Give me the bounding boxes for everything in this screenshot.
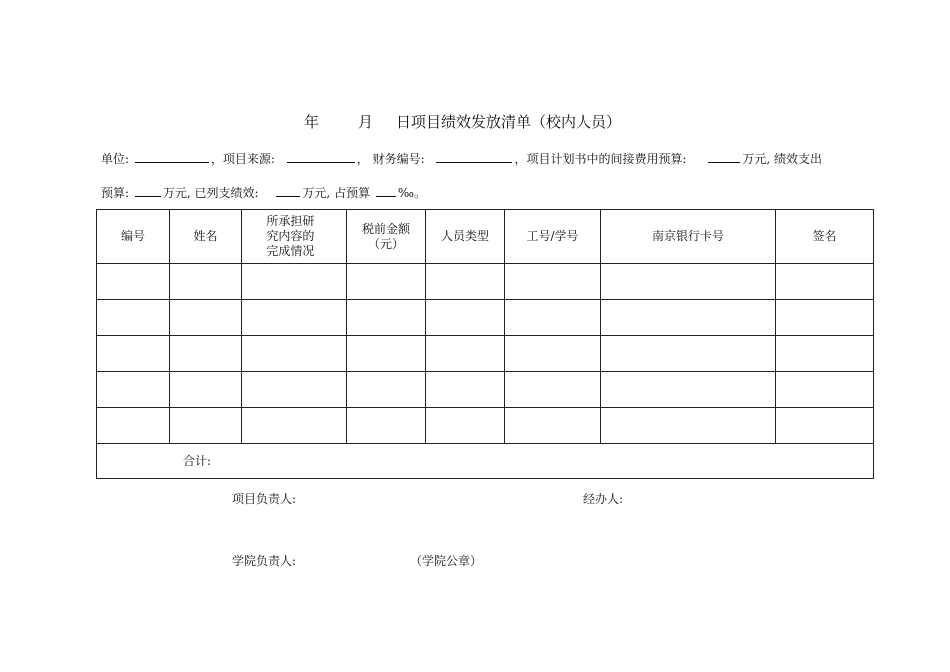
header-research-completion (242, 210, 347, 264)
college-leader-label: 学院负责人: (232, 554, 297, 568)
table-cell[interactable] (242, 336, 347, 372)
project-source-label: ，项目来源: (210, 152, 275, 166)
unit-blank (135, 152, 209, 163)
table-row (97, 372, 874, 408)
table-cell[interactable] (776, 336, 874, 372)
table-cell[interactable] (170, 372, 242, 408)
table-cell[interactable] (347, 408, 426, 444)
table-cell[interactable] (170, 408, 242, 444)
permille-unit: ‰。 (397, 186, 427, 200)
ratio-label: 占预算 (334, 186, 371, 200)
table-cell[interactable] (97, 300, 170, 336)
table-row (97, 408, 874, 444)
performance-expense-label: 绩效支出 (773, 152, 822, 166)
table-cell[interactable] (505, 336, 601, 372)
info-line-1 (101, 150, 822, 167)
header-bank-card: 南京银行卡号 (601, 210, 776, 264)
table-cell[interactable] (347, 264, 426, 300)
header-number: 编号 (97, 210, 170, 264)
table-cell[interactable] (601, 264, 776, 300)
project-source-blank (287, 152, 355, 163)
header-signature: 签名 (776, 210, 874, 264)
table-cell[interactable] (97, 408, 170, 444)
table-cell[interactable] (347, 336, 426, 372)
title-main: 日项目绩效发放清单（校内人员） (396, 113, 622, 131)
table-cell[interactable] (505, 300, 601, 336)
table-cell[interactable] (426, 264, 505, 300)
wanyuan-unit-2: 万元, (162, 186, 191, 200)
table-cell[interactable] (97, 264, 170, 300)
paid-performance-label: 已列支绩效: (194, 186, 259, 200)
table-cell[interactable] (601, 336, 776, 372)
table-cell[interactable] (601, 300, 776, 336)
budget-blank (135, 186, 161, 197)
table-cell[interactable] (170, 264, 242, 300)
table-cell[interactable] (242, 408, 347, 444)
table-cell[interactable] (242, 372, 347, 408)
header-pretax-amount-text: 税前金额（元） (361, 221, 410, 251)
ratio-blank (376, 186, 396, 197)
header-personnel-type: 人员类型 (426, 210, 505, 264)
table-cell[interactable] (426, 336, 505, 372)
table-row (97, 264, 874, 300)
paid-performance-blank (276, 186, 300, 197)
header-staff-student-id: 工号/学号 (505, 210, 601, 264)
table-cell[interactable] (170, 300, 242, 336)
info-line-2 (101, 184, 426, 201)
college-seal-label: （学院公章） (410, 554, 483, 568)
handler-label: 经办人: (583, 492, 624, 506)
wanyuan-unit-1: 万元, (742, 152, 771, 166)
table-header-row (97, 210, 874, 264)
table-cell[interactable] (97, 336, 170, 372)
table-cell[interactable] (347, 372, 426, 408)
table-cell[interactable] (242, 264, 347, 300)
table-cell[interactable] (242, 300, 347, 336)
table-cell[interactable] (505, 372, 601, 408)
table-cell[interactable] (776, 300, 874, 336)
header-pretax-amount (347, 210, 426, 264)
finance-number-label: ， 财务编号: (356, 152, 425, 166)
indirect-cost-label: ，项目计划书中的间接费用预算: (514, 152, 687, 166)
table-cell[interactable] (776, 372, 874, 408)
table-cell[interactable] (601, 408, 776, 444)
finance-number-blank (436, 152, 512, 163)
table-row (97, 300, 874, 336)
table-total-row (97, 444, 874, 479)
table-cell[interactable] (426, 408, 505, 444)
table-cell[interactable] (601, 372, 776, 408)
table-cell[interactable] (426, 372, 505, 408)
performance-table (96, 209, 874, 479)
table-cell[interactable] (776, 408, 874, 444)
table-cell[interactable] (426, 300, 505, 336)
table-cell[interactable] (170, 336, 242, 372)
table-row (97, 336, 874, 372)
table-cell[interactable] (776, 264, 874, 300)
wanyuan-unit-3: 万元, (302, 186, 331, 200)
total-label: 合计: (97, 444, 874, 479)
unit-label: 单位: (101, 152, 130, 166)
table-cell[interactable] (505, 264, 601, 300)
title-year: 年 (304, 113, 320, 131)
indirect-cost-blank (708, 152, 740, 163)
title-month: 月 (358, 113, 374, 131)
header-research-completion-text: 所承担研究内容的完成情况 (266, 214, 315, 258)
project-leader-label: 项目负责人: (232, 492, 297, 506)
table-cell[interactable] (97, 372, 170, 408)
table-cell[interactable] (347, 300, 426, 336)
budget-label: 预算: (101, 186, 130, 200)
header-name: 姓名 (170, 210, 242, 264)
table-cell[interactable] (505, 408, 601, 444)
